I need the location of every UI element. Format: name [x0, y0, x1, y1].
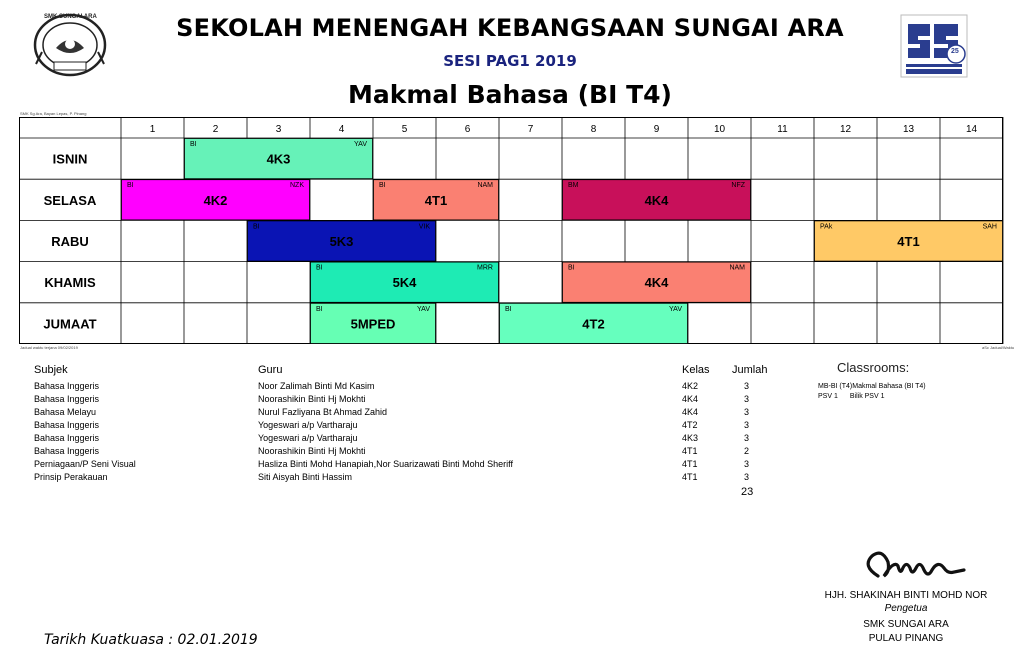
lesson-subject: BI: [316, 305, 323, 313]
summary-subject: Bahasa Inggeris: [34, 446, 100, 456]
summary-count: 3: [744, 381, 750, 391]
summary-class: 4K4: [682, 407, 699, 417]
note-top-left: SMK Sg Ara, Bayan Lepas, P. Pinang: [20, 111, 87, 116]
summary-row: [34, 407, 804, 420]
logo-number: 25: [951, 48, 959, 55]
lesson-class: 4K4: [644, 192, 669, 208]
day-label: ISNIN: [52, 151, 88, 167]
lesson-subject: BI: [253, 223, 260, 231]
summary-teacher: Siti Aisyah Binti Hassim: [258, 472, 353, 482]
lesson-teacher: NAM: [729, 264, 745, 272]
signature-block: [794, 548, 1018, 658]
lesson-class: 4K2: [203, 192, 228, 208]
signature-school: SMK SUNGAI ARA: [863, 619, 949, 630]
lesson-class: 4T1: [897, 234, 920, 249]
summary-class: 4K4: [682, 394, 699, 404]
period-header: 7: [527, 124, 534, 135]
summary-row: [34, 446, 804, 459]
period-header: 1: [149, 124, 156, 135]
summary-subject: Bahasa Inggeris: [34, 394, 100, 404]
summary-row: [34, 420, 804, 433]
summary-teacher: Yogeswari a/p Vartharaju: [258, 420, 358, 430]
effective-date: Tarikh Kuatkuasa : 02.01.2019: [44, 632, 258, 648]
summary-subject: Bahasa Inggeris: [34, 433, 100, 443]
summary-count: 2: [744, 446, 750, 456]
crest-text: SMK SUNGAI ARA: [44, 14, 97, 20]
classrooms-title: Classrooms:: [837, 360, 910, 375]
lesson-teacher: NZK: [290, 182, 304, 190]
day-label: RABU: [51, 234, 89, 249]
summary-teacher: Guru: [258, 364, 283, 376]
summary-subject: Perniagaan/P Seni Visual: [34, 459, 136, 469]
classroom-item: [818, 383, 926, 390]
lesson-subject: BI: [568, 264, 575, 272]
lesson-subject: BI: [127, 182, 134, 190]
summary-class: 4K2: [682, 381, 699, 391]
anniversary-25-logo: [900, 14, 968, 78]
lesson-teacher: NAM: [477, 182, 493, 190]
summary-row: [34, 381, 804, 394]
summary-count: 3: [744, 394, 750, 404]
summary-count: 3: [744, 472, 750, 482]
lesson-subject: BI: [379, 182, 386, 190]
lesson-teacher: NFZ: [731, 182, 745, 190]
summary-class: 4K3: [682, 433, 699, 443]
period-header: 6: [464, 124, 471, 135]
day-label: KHAMIS: [44, 275, 96, 291]
summary-header-row: [34, 364, 804, 377]
summary-teacher: Hasliza Binti Mohd Hanapiah,Nor Suarizawati Binti Mohd Sheriff: [258, 459, 513, 469]
summary-class: 4T1: [682, 459, 698, 469]
summary-subject: Prinsip Perakauan: [34, 472, 108, 482]
summary-total: [34, 486, 804, 499]
principal-name: HJH. SHAKINAH BINTI MOHD NOR: [824, 590, 988, 601]
summary-row: [34, 472, 804, 485]
classroom-name: Makmal Bahasa (BI T4): [852, 383, 926, 390]
summary-class: Kelas: [682, 364, 710, 376]
summary-class: 4T2: [682, 420, 698, 430]
summary-class: 4T1: [682, 472, 698, 482]
day-label: SELASA: [43, 192, 97, 208]
summary-teacher: Yogeswari a/p Vartharaju: [258, 433, 358, 443]
lesson-class: 4K4: [644, 275, 669, 291]
period-header: 9: [653, 124, 660, 135]
period-header: 8: [590, 124, 597, 135]
summary-subject: Bahasa Melayu: [34, 407, 97, 417]
lesson-teacher: MRR: [477, 264, 493, 272]
summary-row: [34, 394, 804, 407]
classroom-name: Bilik PSV 1: [849, 393, 885, 400]
period-header: 11: [777, 124, 788, 135]
summary-teacher: Noor Zalimah Binti Md Kasim: [258, 381, 375, 391]
teacher-summary-table: [34, 364, 804, 504]
lesson-subject: BI: [505, 305, 512, 313]
period-header: 5: [401, 124, 408, 135]
period-header: 3: [275, 124, 282, 135]
lesson-teacher: YAV: [354, 141, 367, 148]
lesson-teacher: YAV: [417, 305, 430, 313]
lesson-teacher: SAH: [982, 223, 997, 231]
signature-state: PULAU PINANG: [868, 633, 944, 644]
summary-count: 3: [744, 420, 750, 430]
classroom-item: [818, 393, 884, 400]
timetable-grid: [19, 117, 1006, 344]
summary-subject: Bahasa Inggeris: [34, 381, 100, 391]
day-label: JUMAAT: [43, 316, 97, 332]
school-title: SEKOLAH MENENGAH KEBANGSAAN SUNGAI ARA: [176, 14, 844, 42]
lesson-teacher: VIK: [418, 223, 430, 231]
period-header: 12: [839, 124, 852, 135]
summary-teacher: Nurul Fazliyana Bt Ahmad Zahid: [258, 407, 388, 417]
room-title: Makmal Bahasa (BI T4): [348, 80, 672, 109]
note-bottom-right: aSc Jadual/Waktu: [982, 345, 1015, 350]
school-crest-logo: [32, 12, 108, 78]
lesson-class: 5MPED: [350, 316, 396, 332]
lesson-subject: BI: [316, 264, 323, 272]
period-header: 14: [965, 124, 978, 135]
lesson-subject: PAk: [820, 223, 833, 231]
period-header: 2: [212, 124, 219, 135]
lesson-class: 5K3: [329, 234, 354, 249]
lesson-subject: BM: [568, 182, 579, 190]
summary-count: 3: [744, 407, 750, 417]
classroom-code: PSV 1: [818, 393, 838, 400]
summary-count: Jumlah: [732, 364, 768, 376]
lesson-teacher: YAV: [669, 305, 682, 313]
period-header: 13: [902, 124, 915, 135]
summary-subject: Bahasa Inggeris: [34, 420, 100, 430]
note-bottom-left: Jadual waktu terjana 09/02/2019: [20, 345, 78, 350]
summary-count: 3: [744, 459, 750, 469]
summary-subject: Subjek: [34, 364, 68, 376]
principal-position: Pengetua: [884, 603, 928, 614]
summary-teacher: Noorashikin Binti Hj Mokhti: [258, 394, 366, 404]
summary-teacher: Noorashikin Binti Hj Mokhti: [258, 446, 366, 456]
period-header: 10: [713, 124, 726, 135]
classroom-code: MB-BI (T4): [818, 383, 853, 390]
period-header: 4: [338, 124, 345, 135]
lesson-subject: BI: [190, 141, 197, 148]
summary-count: 3: [744, 433, 750, 443]
summary-row: [34, 433, 804, 446]
summary-total-value: 23: [741, 486, 754, 498]
summary-class: 4T1: [682, 446, 698, 456]
lesson-class: 5K4: [392, 275, 417, 291]
lesson-class: 4K3: [266, 151, 291, 167]
summary-row: [34, 459, 804, 472]
lesson-class: 4T1: [424, 192, 448, 208]
lesson-class: 4T2: [582, 316, 605, 332]
session-label: SESI PAG1 2019: [443, 52, 577, 70]
